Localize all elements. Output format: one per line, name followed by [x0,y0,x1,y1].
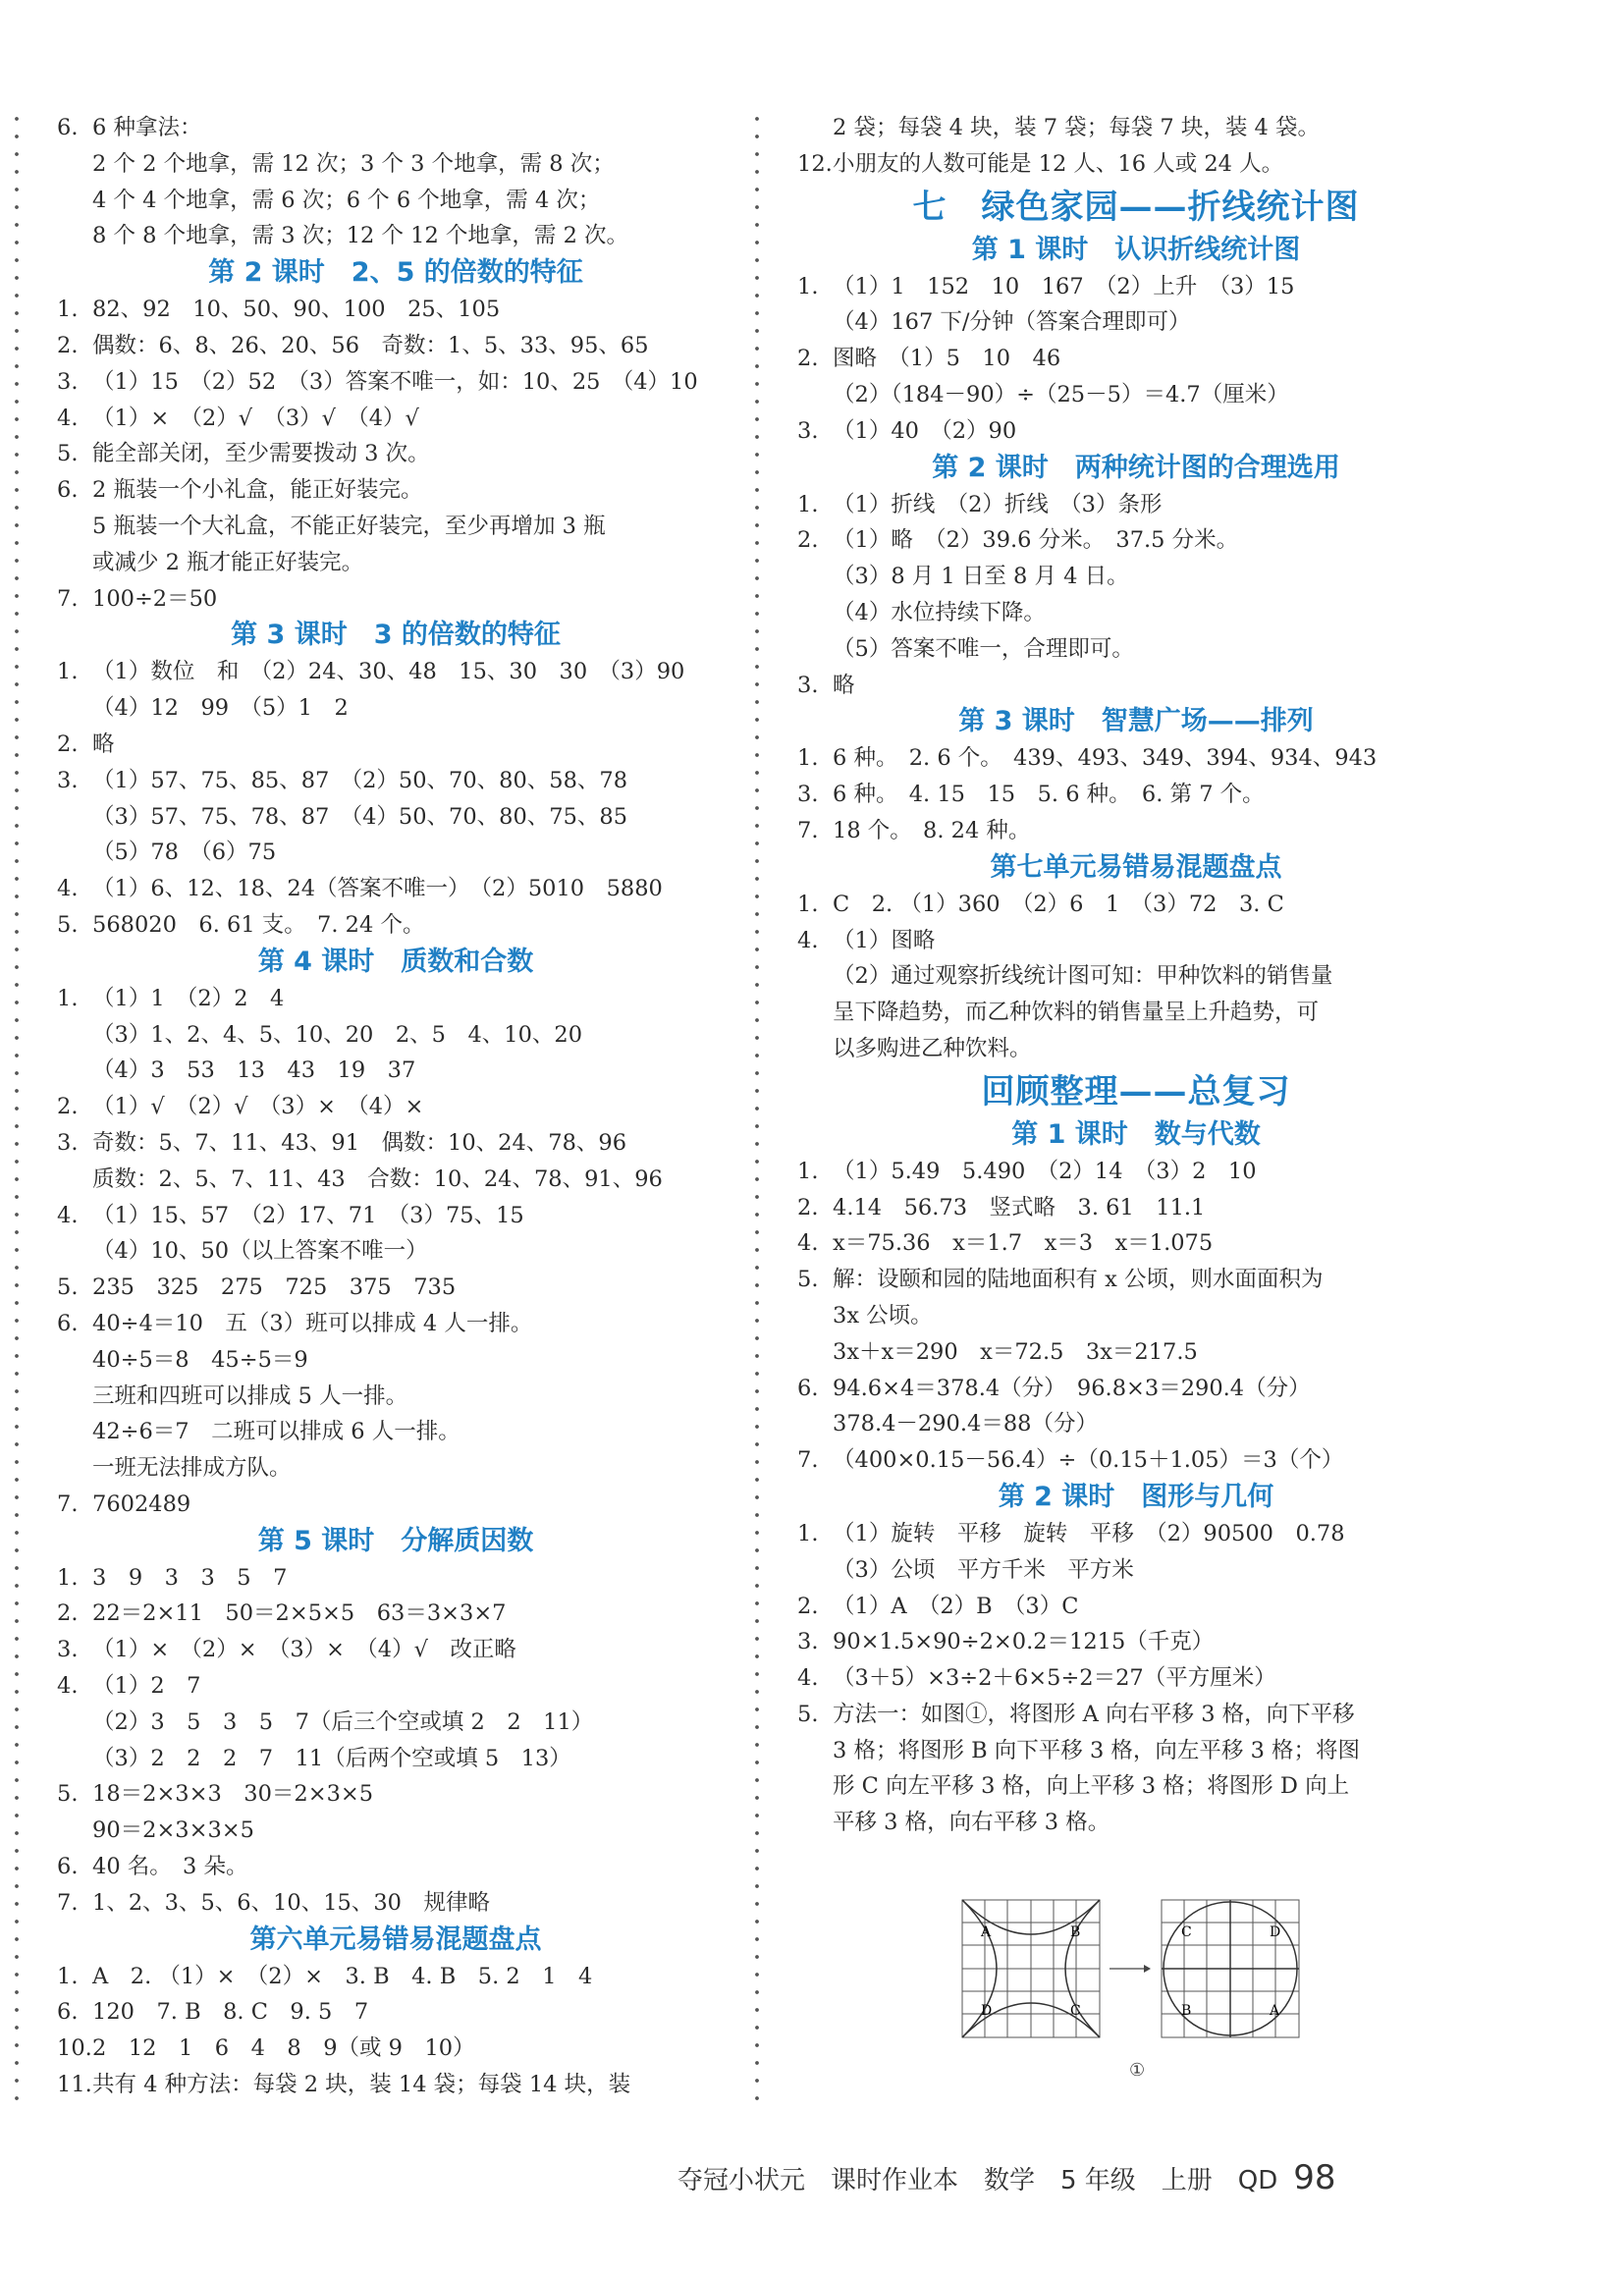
answer-continuation [797,1334,1475,1371]
answer-text: 共有 4 种方法：每袋 2 块，装 14 袋；每袋 14 块，装 [92,2072,631,2098]
question-number: 10. [57,2035,92,2062]
answer-text: （2）通过观察折线统计图可知：甲种饮料的销售量 [833,963,1333,990]
answer-text: （1）× （2）√ （3）√ （4）√ [92,405,419,431]
answer-text: 三班和四班可以排成 5 人一排。 [92,1382,408,1409]
answer-text: 2 瓶装一个小礼盒，能正好装完。 [92,477,423,504]
answer-line [57,1089,734,1125]
answer-text: （4）3 53 13 43 19 37 [92,1057,416,1084]
answer-line [57,1306,734,1342]
section-heading: 第 3 课时 3 的倍数的特征 [231,620,561,651]
answer-text: （1）6、12、18、24（答案不唯一） （2）5010 5880 [92,876,663,902]
answer-text: C 2. （1）360 （2）6 1 （3）72 3. C [833,891,1284,917]
answer-text: 40÷4＝10 五（3）班可以排成 4 人一排。 [92,1310,533,1336]
answer-text: （3）公顷 平方千米 平方米 [833,1556,1134,1583]
answer-line [797,522,1475,559]
left-grid-label-d: D [981,2003,993,2019]
answer-text: （1）57、75、85、87 （2）50、70、80、58、78 [92,767,628,793]
answer-line [57,1849,734,1885]
answer-continuation [57,1162,734,1198]
answer-continuation [57,1017,734,1054]
answer-continuation [57,1233,734,1270]
answer-line [797,923,1475,959]
answer-text: 2 12 1 6 4 8 9（或 9 10） [92,2035,475,2062]
answer-line [797,413,1475,450]
answer-line [57,472,734,509]
answer-continuation [57,146,734,183]
answer-line [57,763,734,799]
answer-continuation [57,1414,734,1450]
answer-continuation [57,835,734,871]
answer-line [57,1198,734,1234]
answer-text: （1）√ （2）√ （3）× （4）× [92,1094,424,1120]
answer-text: 方法一：如图①，将图形 A 向右平移 3 格，向下平移 [833,1701,1355,1727]
answer-text: 22＝2×11 50＝2×5×5 63＝3×3×7 [92,1600,507,1627]
question-number: 2. [797,346,819,372]
answer-continuation [797,995,1475,1031]
question-number: 1. [57,985,79,1011]
answer-text: 568020 6. 61 支。 7. 24 个。 [92,911,425,938]
answer-text: 能全部关闭，至少需要拨动 3 次。 [92,441,430,467]
question-number: 4. [797,1665,819,1692]
question-number: 4. [57,405,79,431]
question-number: 6. [57,115,79,140]
answer-text: 42÷6＝7 二班可以排成 6 人一排。 [92,1419,460,1445]
answer-continuation [57,1705,734,1741]
answer-text: （4）167 下/分钟（答案合理即可） [833,309,1191,336]
answer-line [57,654,734,690]
answer-text: 质数：2、5、7、11、43 合数：10、24、78、91、96 [92,1165,663,1192]
right-grid-label-b: B [1181,2003,1192,2019]
answer-text: 6 种拿法： [92,115,202,140]
answer-line [57,581,734,618]
question-number: 1. [797,491,819,517]
answer-continuation [797,1406,1475,1442]
answer-text: （3＋5）×3÷2＋6×5÷2＝27（平方厘米） [833,1665,1276,1692]
question-number: 2. [797,527,819,554]
answer-text: 形 C 向左平移 3 格，向上平移 3 格；将图形 D 向上 [833,1773,1350,1800]
answer-text: （4）水位持续下降。 [833,599,1046,625]
answer-text: 90×1.5×90÷2×0.2＝1215（千克） [833,1629,1215,1655]
answer-line [797,668,1475,704]
answer-text: （1）40 （2）90 [833,417,1017,444]
answer-text: 120 7. B 8. C 9. 5 7 [92,1999,369,2026]
answer-text: 1、2、3、5、6、10、15、30 规律略 [92,1889,490,1916]
answer-text: 以多购进乙种饮料。 [833,1035,1032,1061]
answer-text: 呈下降趋势，而乙种饮料的销售量呈上升趋势，可 [833,1000,1320,1026]
answer-text: （5）答案不唯一，合理即可。 [833,635,1134,662]
question-number: 4. [797,1230,819,1257]
question-number: 3. [797,417,819,444]
figure-caption: ① [1129,2060,1146,2081]
answer-line [797,487,1475,523]
answer-text: 3x 公顷。 [833,1302,933,1328]
answer-line [797,777,1475,813]
question-number: 2. [57,332,79,358]
answer-line [797,1225,1475,1262]
question-number: 1. [797,891,819,917]
answer-continuation [57,1053,734,1089]
answer-line [797,1589,1475,1625]
answer-text: （3）57、75、78、87 （4）50、70、80、75、85 [92,803,628,830]
answer-line [797,1190,1475,1226]
question-number: 3. [797,782,819,808]
answer-text: （1）A （2）B （3）C [833,1593,1079,1619]
question-number: 6. [797,1375,819,1401]
section-heading: 第 1 课时 认识折线统计图 [971,234,1301,265]
answer-text: 3 9 3 3 5 7 [92,1564,288,1591]
section-heading: 第 3 课时 智慧广场——排列 [958,706,1314,737]
answer-text: （1）图略 [833,927,936,953]
question-number: 4. [57,876,79,902]
answer-continuation [797,1805,1475,1841]
question-number: 2. [797,1593,819,1619]
question-number: 1. [57,1963,79,1989]
page-footer [677,2158,1336,2197]
unit-heading: 七 绿色家园——折线统计图 [912,187,1360,227]
answer-continuation [57,1450,734,1487]
answer-line [57,871,734,907]
answer-text: 2 袋；每袋 4 块，装 7 袋；每袋 7 块，装 4 袋。 [833,115,1320,140]
answer-continuation [57,1342,734,1379]
answer-line [57,292,734,328]
section-heading: 第 1 课时 数与代数 [1011,1118,1261,1150]
answer-line [57,1487,734,1523]
answer-text: （5）78 （6）75 [92,840,277,866]
answer-line [797,813,1475,849]
question-number: 7. [57,1490,79,1517]
answer-continuation [57,509,734,545]
answer-continuation [57,1379,734,1415]
answer-text: 4.14 56.73 竖式略 3. 61 11.1 [833,1194,1206,1220]
question-number: 7. [797,817,819,843]
answer-continuation [57,218,734,254]
answer-continuation [797,304,1475,341]
question-number: 1. [57,659,79,685]
question-number: 1. [797,1520,819,1546]
unit-heading: 回顾整理——总复习 [981,1071,1291,1111]
question-number: 2. [57,731,79,757]
question-number: 1. [57,297,79,323]
answer-text: （400×0.15－56.4）÷（0.15＋1.05）＝3（个） [833,1447,1344,1474]
answer-text: 3 格；将图形 B 向下平移 3 格，向左平移 3 格；将图 [833,1737,1361,1763]
answer-line [57,1560,734,1597]
answer-continuation [57,183,734,219]
answer-line [797,341,1475,377]
answer-line [57,1885,734,1922]
answer-continuation [57,690,734,727]
section-heading: 第七单元易错易混题盘点 [990,851,1282,883]
answer-line [57,436,734,472]
answer-text: （1）15 （2）52 （3）答案不唯一，如：10、25 （4）10 [92,368,698,395]
answer-line [797,1442,1475,1479]
answer-line [797,1624,1475,1660]
question-number: 4. [797,927,819,953]
answer-text: 6 种。 4. 15 15 5. 6 种。 6. 第 7 个。 [833,782,1265,808]
answer-text: （3）1、2、4、5、10、20 2、5 4、10、20 [92,1021,583,1048]
question-number: 12. [797,150,833,177]
answer-continuation [797,559,1475,595]
answer-line [797,1697,1475,1733]
question-number: 1. [797,1158,819,1184]
answer-text: （4）10、50（以上答案不唯一） [92,1238,428,1265]
answer-line [57,328,734,364]
question-number: 2. [797,1194,819,1220]
answer-text: 5 瓶装一个大礼盒，不能正好装完，至少再增加 3 瓶 [92,513,606,539]
left-grid-label-b: B [1070,1924,1081,1940]
answer-continuation [797,595,1475,631]
answer-text: A 2. （1）× （2）× 3. B 4. B 5. 2 1 4 [92,1963,593,1989]
answer-continuation [797,1768,1475,1805]
question-number: 4. [57,1673,79,1700]
answer-text: （1）15、57 （2）17、71 （3）75、15 [92,1202,524,1228]
left-grid-label-a: A [981,1924,992,1940]
question-number: 6. [57,1310,79,1336]
arrow-head [1144,1965,1151,1973]
question-number: 1. [797,273,819,299]
translation-figure [957,1895,1350,2042]
answer-text: 奇数：5、7、11、43、91 偶数：10、24、78、96 [92,1129,627,1156]
answer-text: 3x＋x＝290 x＝72.5 3x＝217.5 [833,1338,1198,1365]
answer-text: 解：设颐和园的陆地面积有 x 公顷，则水面面积为 [833,1267,1324,1293]
answer-text: 90＝2×3×3×5 [92,1817,254,1844]
answer-text: （3）2 2 2 7 11（后两个空或填 5 13） [92,1745,571,1771]
answer-line [797,887,1475,923]
answer-text: （4）12 99 （5）1 2 [92,695,349,722]
question-number: 3. [797,672,819,698]
answer-text: （1）2 7 [92,1673,201,1700]
answer-continuation [57,799,734,836]
answer-line [57,2031,734,2067]
question-number: 5. [797,1701,819,1727]
question-number: 3. [57,1129,79,1156]
answer-text: 100÷2＝50 [92,585,218,612]
answer-continuation [797,1733,1475,1769]
question-number: 7. [57,1889,79,1916]
answer-line [57,1994,734,2031]
answer-line [57,1668,734,1705]
question-number: 6. [57,477,79,504]
answer-line [797,1371,1475,1407]
section-heading: 第 5 课时 分解质因数 [257,1525,534,1556]
answer-text: （2）（184－90）÷（25－5）＝4.7（厘米） [833,381,1289,407]
answer-text: 图略 （1）5 10 46 [833,346,1061,372]
section-heading: 第六单元易错易混题盘点 [249,1924,542,1955]
question-number: 5. [57,911,79,938]
answer-line [797,1516,1475,1552]
answer-line [797,740,1475,777]
answer-text: 偶数：6、8、26、20、56 奇数：1、5、33、95、65 [92,332,649,358]
left-grid-label-c: C [1070,2003,1081,2019]
answer-text: 235 325 275 725 375 735 [92,1274,457,1301]
question-number: 11. [57,2072,92,2098]
question-number: 1. [797,745,819,772]
answer-line [57,401,734,437]
answer-line [797,269,1475,305]
answer-line [57,1959,734,1995]
question-number: 5. [57,441,79,467]
answer-text: （1）数位 和 （2）24、30、48 15、30 30 （3）90 [92,659,685,685]
question-number: 1. [57,1564,79,1591]
question-number: 5. [57,1781,79,1808]
right-column [797,110,1475,1841]
answer-line [57,364,734,401]
binding-dots-left [14,110,20,2113]
right-grid-label-c: C [1181,1924,1192,1940]
answer-text: 一班无法排成方队。 [92,1455,292,1482]
section-heading: 第 4 课时 质数和合数 [257,946,534,977]
answer-continuation [797,110,1475,146]
question-number: 2. [57,1094,79,1120]
answer-text: 2 个 2 个地拿，需 12 次；3 个 3 个地拿，需 8 次； [92,150,615,177]
answer-text: （3）8 月 1 日至 8 月 4 日。 [833,564,1129,590]
question-number: 6. [57,1854,79,1880]
answer-continuation [57,545,734,581]
answer-text: （1）5.49 5.490 （2）14 （3）2 10 [833,1158,1257,1184]
question-number: 5. [797,1267,819,1293]
answer-text: 378.4－290.4＝88（分） [833,1411,1098,1437]
answer-text: 40÷5＝8 45÷5＝9 [92,1346,308,1373]
answer-text: （2）3 5 3 5 7（后三个空或填 2 2 11） [92,1708,594,1735]
answer-text: 18＝2×3×3 30＝2×3×5 [92,1781,374,1808]
answer-continuation [57,1813,734,1849]
answer-line [57,727,734,763]
answer-line [57,110,734,146]
answer-text: 略 [92,731,115,757]
answer-continuation [797,631,1475,668]
answer-text: 平移 3 格，向右平移 3 格。 [833,1810,1110,1836]
answer-line [57,2067,734,2103]
question-number: 3. [57,1637,79,1663]
answer-text: （1）折线 （2）折线 （3）条形 [833,491,1163,517]
answer-continuation [797,377,1475,413]
answer-text: 4 个 4 个地拿，需 6 次；6 个 6 个地拿，需 4 次； [92,187,601,213]
question-number: 6. [57,1999,79,2026]
question-number: 2. [57,1600,79,1627]
answer-text: 6 种。 2. 6 个。 439、493、349、394、934、943 [833,745,1378,772]
section-heading: 第 2 课时 图形与几何 [998,1481,1274,1512]
question-number: 5. [57,1274,79,1301]
question-number: 4. [57,1202,79,1228]
question-number: 3. [57,767,79,793]
right-grid-label-a: A [1270,2003,1280,2019]
answer-text: （1）× （2）× （3）× （4）√ 改正略 [92,1637,516,1663]
section-heading: 第 2 课时 2、5 的倍数的特征 [208,257,583,289]
page-number: 98 [1293,2158,1336,2197]
answer-text: 18 个。 8. 24 种。 [833,817,1031,843]
question-number: 3. [57,368,79,395]
answer-text: 或减少 2 瓶才能正好装完。 [92,549,364,575]
answer-text: 7602489 [92,1490,191,1517]
answer-continuation [797,1552,1475,1589]
answer-line [797,1660,1475,1697]
answer-line [57,1776,734,1813]
answer-text: （1）旋转 平移 旋转 平移 （2）90500 0.78 [833,1520,1345,1546]
right-grid-label-d: D [1270,1924,1281,1940]
answer-line [57,1125,734,1162]
answer-text: 94.6×4＝378.4（分） 96.8×3＝290.4（分） [833,1375,1311,1401]
answer-continuation [57,1741,734,1777]
answer-text: （1）略 （2）39.6 分米。 37.5 分米。 [833,527,1239,554]
answer-text: x＝75.36 x＝1.7 x＝3 x＝1.075 [833,1230,1214,1257]
answer-text: （1）1 （2）2 4 [92,985,285,1011]
answer-line [57,1596,734,1632]
answer-text: 82、92 10、50、90、100 25、105 [92,297,501,323]
binding-dots-middle [754,110,760,2113]
answer-line [57,981,734,1017]
answer-continuation [797,1298,1475,1334]
answer-line [797,1154,1475,1190]
section-heading: 第 2 课时 两种统计图的合理选用 [932,452,1340,483]
question-number: 7. [797,1447,819,1474]
answer-text: 小朋友的人数可能是 12 人、16 人或 24 人。 [833,150,1284,177]
footer-book-info: 夺冠小状元 课时作业本 数学 5 年级 上册 QD [677,2166,1278,2195]
question-number: 3. [797,1629,819,1655]
answer-continuation [797,958,1475,995]
answer-line [57,907,734,944]
answer-line [57,1270,734,1306]
answer-continuation [797,1031,1475,1067]
answer-line [57,1632,734,1668]
left-column [57,110,734,2103]
answer-text: 略 [833,672,855,698]
question-number: 7. [57,585,79,612]
answer-line [797,1262,1475,1298]
answer-text: 8 个 8 个地拿，需 3 次；12 个 12 个地拿，需 2 次。 [92,223,629,249]
answer-line [797,146,1475,183]
answer-text: （1）1 152 10 167 （2）上升 （3）15 [833,273,1295,299]
answer-text: 40 名。 3 朵。 [92,1854,248,1880]
